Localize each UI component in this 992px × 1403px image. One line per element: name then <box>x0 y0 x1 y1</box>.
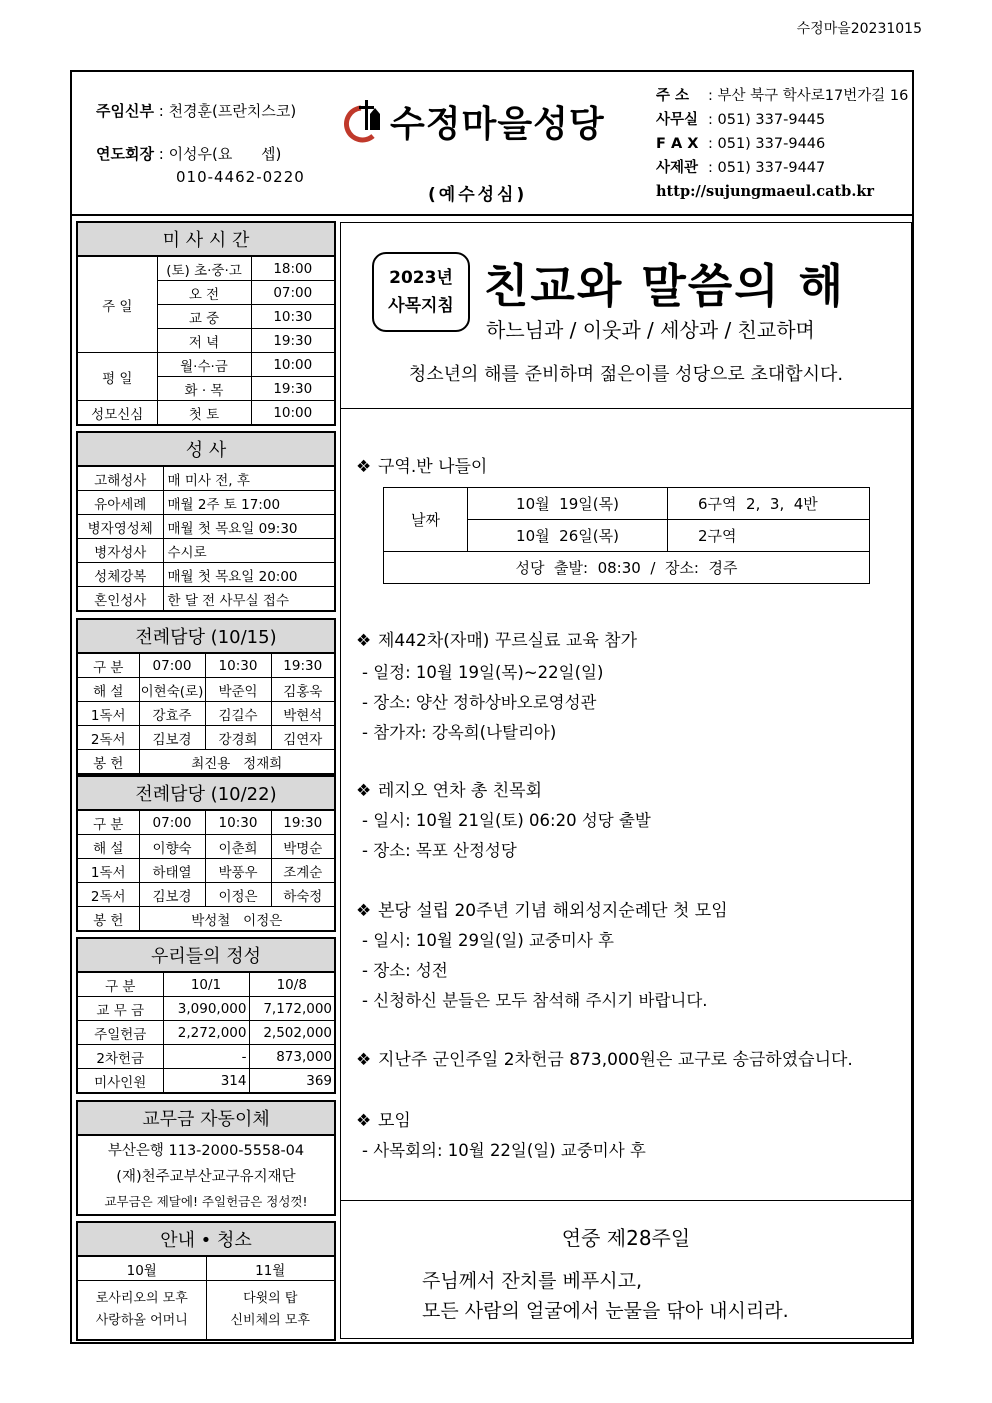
sunday-title: 연중 제28주일 <box>561 1226 691 1250</box>
pastoral-divider <box>340 408 912 409</box>
autopay-title: 교무금 자동이체 <box>77 1101 335 1135</box>
mass-times-table: 미 사 시 간 주 일 (토) 초·중·고 18:00 오 전 07:00 교 중 10:30 저 녁 19:30 평 일 월·수·금 10:00 화 · 목 19:30 성모신심 첫 토 10:00 <box>76 221 336 426</box>
autopay-note: 교무금은 제달에! 주일헌금은 정성껏! <box>104 1194 308 1209</box>
autopay-box <box>76 1100 336 1216</box>
outing-heading: ❖ 구역.반 나들이 <box>356 457 488 477</box>
invite-line: 청소년의 해를 준비하며 젊은이를 성당으로 초대합시다. <box>408 364 844 385</box>
notice-cursillo-body: - 일정: 10월 19일(목)~22일(일) - 장소: 양산 정하상바오로영성관 - 참가자: 강옥희(나탈리아) <box>362 663 604 742</box>
parish-motto: (예수성심) <box>428 185 528 205</box>
diamond-bullet-icon: ❖ <box>356 901 372 921</box>
offering-table: 우리들의 정성 구 분 10/1 10/8 교 무 금 3,090,000 7,172,000 주일헌금 2,272,000 2,502,000 2차헌금 - 873,000 미사인원 314 369 <box>76 937 336 1094</box>
header-divider <box>70 214 914 216</box>
pastoral-headline: 친교와 말씀의 해 <box>484 259 846 313</box>
bank-account: 부산은행 113-2000-5558-04 <box>107 1142 305 1159</box>
notice-legio-title: ❖ 레지오 연차 총 친목회 <box>356 781 543 801</box>
chair-line: 연도회장 : 이성우(요 셉) <box>96 145 282 163</box>
diamond-bullet-icon: ❖ <box>356 457 372 477</box>
liturgy-table-1022: 전례담당 (10/22) 구 분 07:00 10:30 19:30 해 설 이향숙 이춘희 박명순 1독서 하태열 박풍우 조계순 2독서 김보경 이정은 하숙정 봉 헌 박성철 이정은 <box>76 775 336 932</box>
pastoral-badge: 2023년 사목지침 <box>372 252 470 332</box>
pastor-label: 주임신부 <box>96 102 154 120</box>
cleaning-october: 로사리오의 모후 사랑하올 어머니 <box>77 1281 206 1341</box>
weekday-label: 평 일 <box>77 353 157 401</box>
chair-name: 이성우(요 셉) <box>168 145 282 163</box>
notice-cursillo-title: ❖ 제442차(자매) 꾸르실료 교육 참가 <box>356 631 637 651</box>
cleaning-table: 안내 • 청소 10월 11월 로사리오의 모후 사랑하올 어머니 다윗의 탑 신비체의 모후 <box>76 1221 336 1341</box>
contact-fax: F A X : 051) 337-9446 <box>656 136 826 152</box>
sunday-verse: 주님께서 잔치를 베푸시고, 모든 사람의 얼굴에서 눈물을 닦아 내시리라. <box>422 1270 789 1322</box>
notice-pilgrimage-body: - 일시: 10월 29일(일) 교중미사 후 - 장소: 성전 - 신청하신 분들은 모두 참석해 주시기 바랍니다. <box>362 931 708 1010</box>
parish-name: 수정마을성당 <box>390 104 605 145</box>
mass-times-title: 미 사 시 간 <box>77 222 335 256</box>
sacraments-title: 성 사 <box>77 432 335 466</box>
liturgy-1022-title: 전례담당 (10/22) <box>77 776 335 810</box>
parish-logo-icon <box>343 96 387 144</box>
foundation-name: (재)천주교부산교구유지재단 <box>116 1168 296 1185</box>
notice-meeting-title: ❖ 모임 <box>356 1111 411 1131</box>
diamond-bullet-icon: ❖ <box>356 781 372 801</box>
diamond-bullet-icon: ❖ <box>356 1111 372 1131</box>
diamond-bullet-icon: ❖ <box>356 1050 372 1070</box>
liturgy-table-1015: 전례담당 (10/15) 구 분 07:00 10:30 19:30 해 설 이현숙(로) 박준익 김홍욱 1독서 강효주 김길수 박현석 2독서 김보경 강경희 김연자 봉 헌 최진용 정재희 <box>76 618 336 775</box>
offering-title: 우리들의 정성 <box>77 938 335 972</box>
pastor-line: 주임신부 : 천경훈(프란치스코) <box>96 102 297 120</box>
sunday-label: 주 일 <box>77 256 157 353</box>
document-id: 수정마을20231015 <box>796 21 922 37</box>
liturgy-1015-title: 전례담당 (10/15) <box>77 619 335 653</box>
cleaning-title: 안내 • 청소 <box>77 1222 335 1256</box>
contact-address: 주 소 : 부산 북구 학사로17번가길 16 <box>656 88 909 104</box>
outing-table: 날짜 10월 19일(목) 6구역 2, 3, 4반 10월 26일(목) 2구역 성당 출발: 08:30 / 장소: 경주 <box>383 487 870 584</box>
pastoral-subtitle: 하느님과 / 이웃과 / 세상과 / 친교하며 <box>486 318 815 342</box>
pastor-name: 천경훈(프란치스코) <box>168 102 297 120</box>
chair-phone: 010-4462-0220 <box>176 168 305 186</box>
cleaning-november: 다윗의 탑 신비체의 모후 <box>206 1281 335 1341</box>
website-link[interactable]: http://sujungmaeul.catb.kr <box>656 183 875 200</box>
sunday-divider <box>340 1200 912 1201</box>
contact-rectory: 사제관 : 051) 337-9447 <box>656 160 826 176</box>
diamond-bullet-icon: ❖ <box>356 631 372 651</box>
notice-legio-body: - 일시: 10월 21일(토) 06:20 성당 출발 - 장소: 목포 산정성당 <box>362 811 651 860</box>
notice-pilgrimage-title: ❖ 본당 설립 20주년 기념 해외성지순례단 첫 모임 <box>356 901 728 921</box>
first-saturday-label: 성모신심 <box>77 401 157 426</box>
chair-label: 연도회장 <box>96 145 154 163</box>
contact-block <box>656 84 908 204</box>
contact-office: 사무실 : 051) 337-9445 <box>656 112 826 128</box>
notice-meeting-body: - 사목회의: 10월 22일(일) 교중미사 후 <box>362 1141 646 1160</box>
notice-second-collection: ❖ 지난주 군인주일 2차헌금 873,000원은 교구로 송금하였습니다. <box>356 1050 853 1070</box>
sacraments-table: 성 사 고해성사 매 미사 전, 후 유아세례 매월 2주 토 17:00 병자영성체 매월 첫 목요일 09:30 병자성사 수시로 성체강복 매월 첫 목요일 20:00 혼인성사 한 달 전 사무실 접수 <box>76 431 336 612</box>
